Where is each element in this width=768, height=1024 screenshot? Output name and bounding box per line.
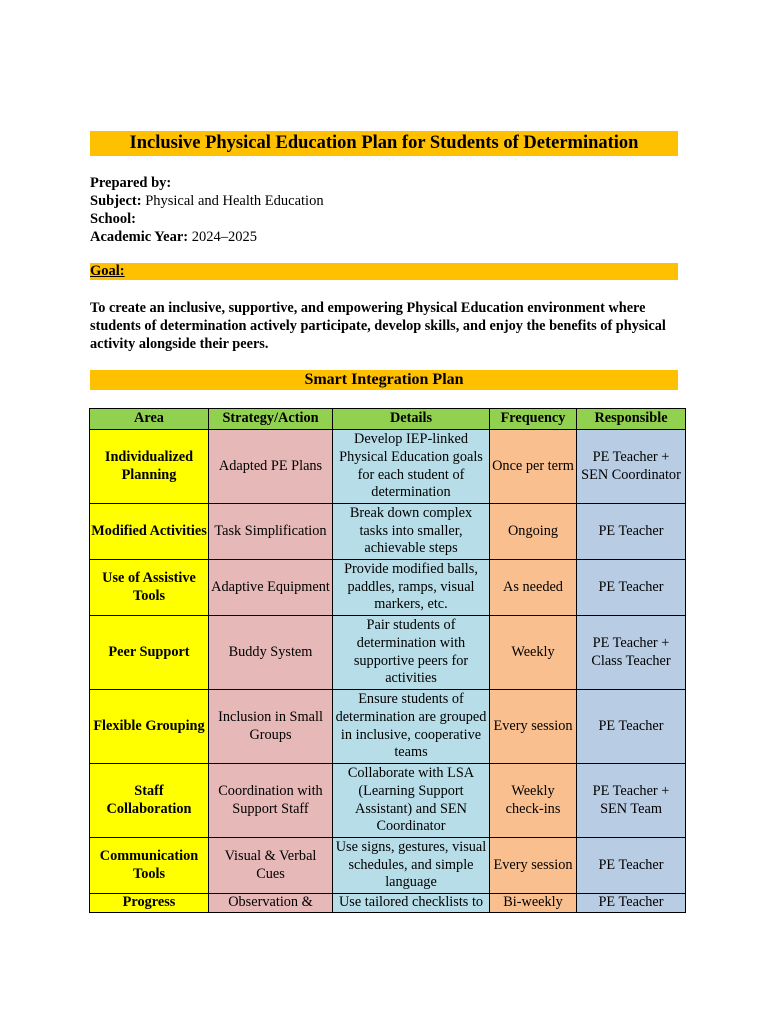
responsible-cell: PE Teacher <box>577 838 686 894</box>
strategy-cell: Inclusion in Small Groups <box>209 690 333 764</box>
details-cell: Pair students of determination with supportive peers for activities <box>333 616 490 690</box>
table-row <box>90 894 686 913</box>
responsible-cell: PE Teacher <box>577 894 686 913</box>
details-cell: Use tailored checklists to <box>333 894 490 913</box>
subject-label: Subject: <box>90 193 142 209</box>
subject-value: Physical and Health Education <box>141 193 324 209</box>
goal-text: To create an inclusive, supportive, and empowering Physical Education environment where students of determination actively participate, develop skills, and enjoy the benefits of physical activity alongside their peers. <box>90 300 666 352</box>
details-cell: Ensure students of determination are grouped in inclusive, cooperative teams <box>333 690 490 764</box>
responsible-cell: PE Teacher + SEN Team <box>577 764 686 838</box>
strategy-cell: Coordination with Support Staff <box>209 764 333 838</box>
header-details: Details <box>333 409 490 430</box>
frequency-cell: Every session <box>490 690 577 764</box>
table-row <box>90 560 686 616</box>
responsible-cell: PE Teacher + SEN Coordinator <box>577 430 686 504</box>
table-row <box>90 764 686 838</box>
strategy-cell: Observation & <box>209 894 333 913</box>
header-frequency: Frequency <box>490 409 577 430</box>
document-meta <box>90 174 324 246</box>
academic-year-label: Academic Year: <box>90 229 189 245</box>
plan-heading: Smart Integration Plan <box>90 370 678 390</box>
table-row <box>90 838 686 894</box>
frequency-cell: Bi-weekly <box>490 894 577 913</box>
frequency-cell: Weekly check-ins <box>490 764 577 838</box>
area-cell: Flexible Grouping <box>90 690 209 764</box>
details-cell: Develop IEP-linked Physical Education goals for each student of determination <box>333 430 490 504</box>
responsible-cell: PE Teacher <box>577 504 686 560</box>
frequency-cell: Ongoing <box>490 504 577 560</box>
header-strategy: Strategy/Action <box>209 409 333 430</box>
responsible-cell: PE Teacher <box>577 560 686 616</box>
subject-line <box>90 192 324 210</box>
frequency-cell: As needed <box>490 560 577 616</box>
integration-plan-table <box>89 408 686 913</box>
strategy-cell: Buddy System <box>209 616 333 690</box>
responsible-cell: PE Teacher + Class Teacher <box>577 616 686 690</box>
area-cell: Peer Support <box>90 616 209 690</box>
strategy-cell: Adaptive Equipment <box>209 560 333 616</box>
document-title: Inclusive Physical Education Plan for Students of Determination <box>90 131 678 156</box>
area-cell: Modified Activities <box>90 504 209 560</box>
frequency-cell: Weekly <box>490 616 577 690</box>
responsible-cell: PE Teacher <box>577 690 686 764</box>
strategy-cell: Task Simplification <box>209 504 333 560</box>
table-row <box>90 690 686 764</box>
details-cell: Use signs, gestures, visual schedules, and simple language <box>333 838 490 894</box>
school-line <box>90 210 324 228</box>
frequency-cell: Every session <box>490 838 577 894</box>
area-cell: Individualized Planning <box>90 430 209 504</box>
prepared-by-line <box>90 174 324 192</box>
frequency-cell: Once per term <box>490 430 577 504</box>
table-header-row <box>90 409 686 430</box>
prepared-by-label: Prepared by: <box>90 175 172 191</box>
academic-year-line <box>90 228 324 246</box>
header-responsible: Responsible <box>577 409 686 430</box>
area-cell: Use of Assistive Tools <box>90 560 209 616</box>
strategy-cell: Visual & Verbal Cues <box>209 838 333 894</box>
area-cell: Staff Collaboration <box>90 764 209 838</box>
area-cell: Progress <box>90 894 209 913</box>
header-area: Area <box>90 409 209 430</box>
table-row <box>90 504 686 560</box>
school-label: School: <box>90 211 136 227</box>
details-cell: Collaborate with LSA (Learning Support Assistant) and SEN Coordinator <box>333 764 490 838</box>
table-row <box>90 616 686 690</box>
area-cell: Communication Tools <box>90 838 209 894</box>
table-row <box>90 430 686 504</box>
goal-heading: Goal: <box>90 263 678 280</box>
strategy-cell: Adapted PE Plans <box>209 430 333 504</box>
details-cell: Break down complex tasks into smaller, achievable steps <box>333 504 490 560</box>
details-cell: Provide modified balls, paddles, ramps, visual markers, etc. <box>333 560 490 616</box>
academic-year-value: 2024–2025 <box>188 229 257 245</box>
